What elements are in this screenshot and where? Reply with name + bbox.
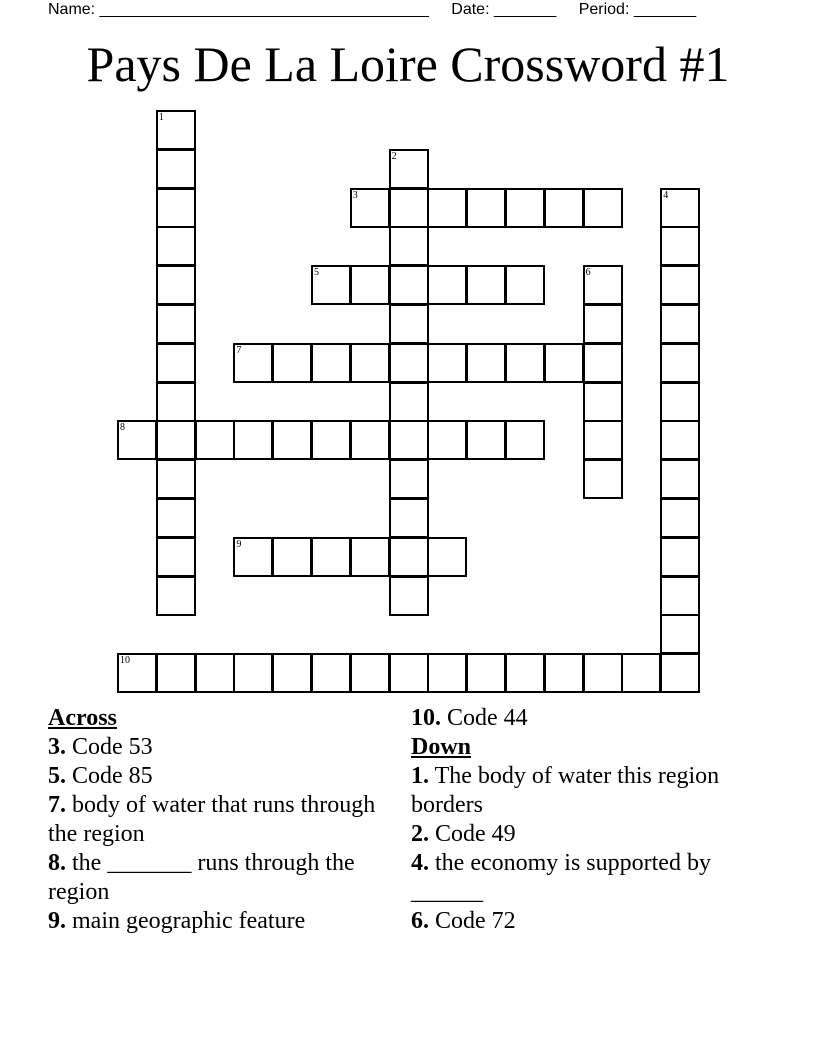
crossword-cell[interactable]	[389, 304, 429, 344]
crossword-cell[interactable]	[660, 304, 700, 344]
clue-number-label: 5	[314, 267, 319, 279]
crossword-cell[interactable]	[272, 420, 312, 460]
page-title: Pays De La Loire Crossword #1	[86, 36, 730, 92]
clue-text: Code 49	[435, 821, 516, 847]
crossword-cell[interactable]	[583, 343, 623, 383]
crossword-cell[interactable]	[350, 188, 390, 228]
period-field: Period: _______	[578, 1, 697, 18]
crossword-cell[interactable]	[389, 188, 429, 228]
date-field: Date: _______	[451, 1, 557, 18]
crossword-cell[interactable]	[156, 304, 196, 344]
clue-number-label: 1	[158, 112, 164, 123]
clue-number-label: 4	[663, 189, 669, 201]
crossword-cell[interactable]	[427, 537, 467, 577]
clue-text: The body of water this region borders	[411, 763, 720, 818]
crossword-cell[interactable]	[505, 188, 545, 228]
crossword-cell[interactable]	[466, 188, 506, 228]
clue-text: body of water that runs through the region	[48, 792, 376, 847]
crossword-cell[interactable]	[311, 343, 351, 383]
crossword-cell[interactable]	[272, 653, 312, 693]
crossword-cell[interactable]	[195, 653, 235, 693]
crossword-cell[interactable]	[156, 226, 196, 266]
clue-across-8	[48, 849, 378, 907]
crossword-cell[interactable]	[156, 110, 196, 150]
clue-number: 10.	[411, 705, 441, 731]
crossword-cell[interactable]	[427, 265, 467, 305]
crossword-cell[interactable]	[621, 653, 661, 693]
crossword-cell[interactable]	[389, 537, 429, 577]
crossword-cell[interactable]	[389, 265, 429, 305]
crossword-cell[interactable]	[389, 420, 429, 460]
crossword-cell[interactable]	[350, 343, 390, 383]
crossword-cell[interactable]	[660, 614, 700, 654]
crossword-cell[interactable]	[156, 537, 196, 577]
crossword-cell[interactable]	[583, 420, 623, 460]
crossword-cell[interactable]	[583, 382, 623, 422]
clue-text: Code 53	[72, 734, 153, 760]
crossword-cell[interactable]	[156, 498, 196, 538]
crossword-cell[interactable]	[660, 382, 700, 422]
crossword-cell[interactable]	[156, 149, 196, 189]
crossword-cell[interactable]	[583, 265, 623, 305]
crossword-cell[interactable]	[466, 265, 506, 305]
crossword-cell[interactable]	[505, 420, 545, 460]
crossword-cell[interactable]	[156, 382, 196, 422]
crossword-cell[interactable]	[660, 576, 700, 616]
crossword-cell[interactable]	[583, 188, 623, 228]
crossword-cell[interactable]	[389, 459, 429, 499]
crossword-cell[interactable]	[389, 576, 429, 616]
clue-across-3	[48, 733, 378, 762]
crossword-cell[interactable]	[233, 653, 273, 693]
crossword-cell[interactable]	[156, 420, 196, 460]
crossword-cell[interactable]	[389, 343, 429, 383]
crossword-cell[interactable]	[389, 653, 429, 693]
crossword-cell[interactable]	[583, 653, 623, 693]
crossword-cell[interactable]	[583, 304, 623, 344]
clue-number: 6.	[411, 908, 429, 934]
clue-number: 2.	[411, 821, 429, 847]
clue-number: 8.	[48, 850, 66, 876]
clue-down-6	[411, 907, 731, 936]
crossword-cell[interactable]	[660, 459, 700, 499]
crossword-cell[interactable]	[427, 653, 467, 693]
crossword-cell[interactable]	[660, 188, 700, 228]
clue-text: Code 44	[447, 705, 528, 731]
crossword-cell[interactable]	[583, 459, 623, 499]
crossword-cell[interactable]	[660, 343, 700, 383]
crossword-cell[interactable]	[350, 537, 390, 577]
crossword-cell[interactable]	[466, 653, 506, 693]
clue-number: 7.	[48, 792, 66, 818]
crossword-cell[interactable]	[117, 653, 157, 693]
clue-number: 3.	[48, 734, 66, 760]
clue-number-label: 9	[236, 538, 242, 550]
clue-down-2	[411, 820, 731, 849]
crossword-cell[interactable]	[195, 420, 235, 460]
crossword-cell[interactable]	[660, 420, 700, 460]
crossword-cell[interactable]	[389, 382, 429, 422]
crossword-cell[interactable]	[544, 653, 584, 693]
crossword-cell[interactable]	[311, 653, 351, 693]
crossword-cell[interactable]	[389, 226, 429, 266]
crossword-cell[interactable]	[544, 188, 584, 228]
clue-across-7	[48, 791, 378, 849]
crossword-cell[interactable]	[350, 420, 390, 460]
crossword-cell[interactable]	[660, 226, 700, 266]
down-heading: Down	[411, 734, 472, 760]
clue-number: 9.	[48, 908, 66, 934]
crossword-cell[interactable]	[660, 537, 700, 577]
crossword-cell[interactable]	[427, 420, 467, 460]
crossword-cell[interactable]	[660, 498, 700, 538]
clue-number-label: 7	[236, 344, 242, 356]
clue-number: 4.	[411, 850, 429, 876]
crossword-cell[interactable]	[466, 343, 506, 383]
crossword-cell[interactable]	[505, 265, 545, 305]
crossword-cell[interactable]	[272, 537, 312, 577]
crossword-cell[interactable]	[233, 537, 273, 577]
clue-number-label: 3	[352, 189, 358, 201]
clue-text: main geographic feature	[72, 908, 306, 934]
clue-across-10	[411, 704, 731, 733]
crossword-cell[interactable]	[544, 343, 584, 383]
clue-number-label: 10	[120, 655, 130, 667]
clue-number: 5.	[48, 763, 66, 789]
clues-column-left	[48, 704, 378, 936]
clue-number: 1.	[411, 763, 429, 789]
clue-number-label: 2	[391, 150, 397, 162]
crossword-cell[interactable]	[156, 576, 196, 616]
clue-number-label: 6	[585, 267, 591, 279]
crossword-cell[interactable]	[233, 343, 273, 383]
crossword-cell[interactable]	[389, 149, 429, 189]
crossword-cell[interactable]	[350, 653, 390, 693]
crossword-cell[interactable]	[156, 653, 196, 693]
clues-column-right	[411, 704, 731, 936]
crossword-cell[interactable]	[350, 265, 390, 305]
crossword-cell[interactable]	[505, 653, 545, 693]
clue-text: Code 85	[72, 763, 153, 789]
crossword-cell[interactable]	[156, 459, 196, 499]
crossword-cell[interactable]	[272, 343, 312, 383]
crossword-cell[interactable]	[427, 188, 467, 228]
clue-number-label: 8	[120, 422, 125, 434]
clue-text: Code 72	[435, 908, 516, 934]
crossword-cell[interactable]	[156, 265, 196, 305]
crossword-cell[interactable]	[156, 343, 196, 383]
crossword-cell[interactable]	[660, 265, 700, 305]
crossword-cell[interactable]	[660, 653, 700, 693]
across-heading: Across	[48, 705, 117, 731]
crossword-cell[interactable]	[311, 537, 351, 577]
crossword-cell[interactable]	[427, 343, 467, 383]
clue-down-1	[411, 762, 731, 820]
name-field: Name: _____________________________________	[48, 1, 429, 18]
crossword-cell[interactable]	[389, 498, 429, 538]
clue-text: the _______ runs through the region	[48, 850, 355, 905]
crossword-cell[interactable]	[156, 188, 196, 228]
clue-across-9	[48, 907, 378, 936]
crossword-cell[interactable]	[117, 420, 157, 460]
clue-across-5	[48, 762, 378, 791]
clue-down-4	[411, 849, 731, 907]
crossword-cell[interactable]	[311, 420, 351, 460]
crossword-cell[interactable]	[311, 265, 351, 305]
crossword-cell[interactable]	[233, 420, 273, 460]
crossword-cell[interactable]	[466, 420, 506, 460]
crossword-cell[interactable]	[505, 343, 545, 383]
clue-text: the economy is supported by ______	[411, 850, 711, 905]
